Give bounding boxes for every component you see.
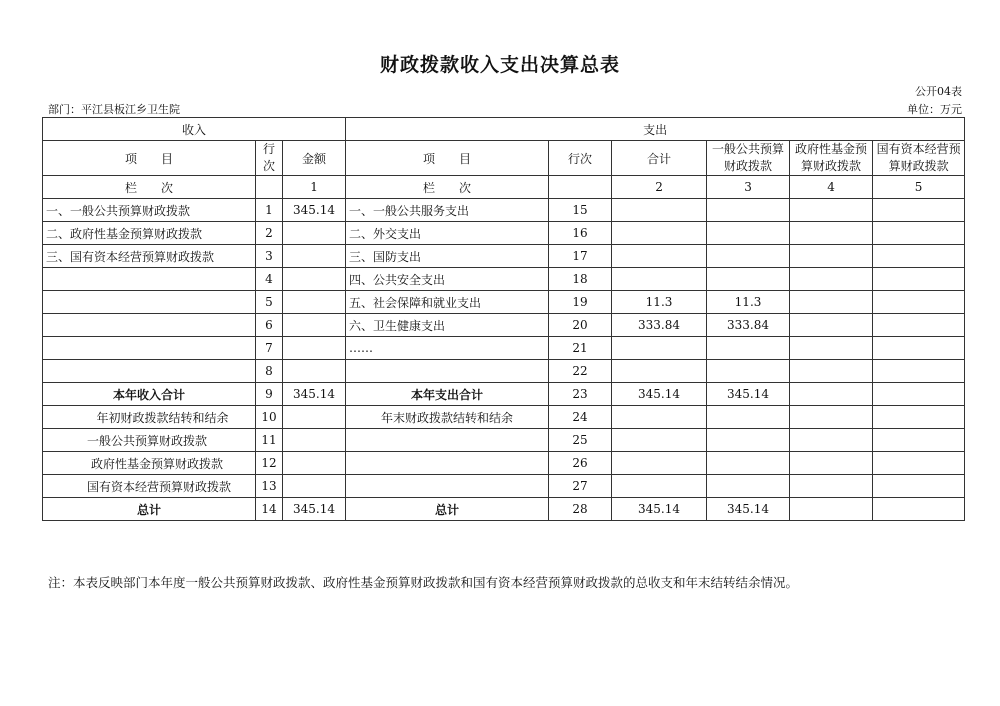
income-amount-cell bbox=[283, 360, 346, 383]
income-rowno-cell: 14 bbox=[256, 498, 283, 521]
income-amount-cell bbox=[283, 314, 346, 337]
expense-rowno-cell: 16 bbox=[549, 222, 612, 245]
state-capital-header: 国有资本经营预算财政拨款 bbox=[873, 141, 965, 176]
page-title: 财政拨款收入支出决算总表 bbox=[379, 54, 620, 76]
income-item-cell: 国有资本经营预算财政拨款 bbox=[43, 475, 256, 498]
budget-summary-table bbox=[42, 117, 965, 521]
table-row bbox=[43, 199, 965, 222]
general-budget-cell: 345.14 bbox=[707, 383, 790, 406]
income-rowno-cell: 3 bbox=[256, 245, 283, 268]
fund-budget-cell bbox=[790, 199, 873, 222]
general-budget-cell: 333.84 bbox=[707, 314, 790, 337]
expense-total-cell bbox=[612, 199, 707, 222]
col-index-label: 栏 次 bbox=[43, 176, 256, 199]
income-item-cell: 本年收入合计 bbox=[43, 383, 256, 406]
expense-total-cell bbox=[612, 452, 707, 475]
expense-item-cell bbox=[346, 429, 549, 452]
table-row bbox=[43, 245, 965, 268]
expense-rowno-cell: 28 bbox=[549, 498, 612, 521]
general-budget-cell: 345.14 bbox=[707, 498, 790, 521]
expense-total-cell bbox=[612, 360, 707, 383]
expense-item-cell: 总计 bbox=[346, 498, 549, 521]
fund-budget-header: 政府性基金预算财政拨款 bbox=[790, 141, 873, 176]
general-budget-cell bbox=[707, 337, 790, 360]
fund-budget-cell bbox=[790, 406, 873, 429]
expense-rowno-cell: 21 bbox=[549, 337, 612, 360]
income-amount-cell bbox=[283, 406, 346, 429]
expense-rowno-cell: 24 bbox=[549, 406, 612, 429]
fund-budget-cell bbox=[790, 429, 873, 452]
expense-rowno-cell: 23 bbox=[549, 383, 612, 406]
state-capital-cell bbox=[873, 268, 965, 291]
total-header: 合计 bbox=[612, 141, 707, 176]
col-index-5: 5 bbox=[873, 176, 965, 199]
fund-budget-cell bbox=[790, 475, 873, 498]
income-item-cell bbox=[43, 337, 256, 360]
income-item-cell: 一、一般公共预算财政拨款 bbox=[43, 199, 256, 222]
table-row bbox=[43, 406, 965, 429]
expense-item-cell: 六、卫生健康支出 bbox=[346, 314, 549, 337]
col-index-label: 栏 次 bbox=[346, 176, 549, 199]
expense-total-cell bbox=[612, 429, 707, 452]
income-amount-cell bbox=[283, 222, 346, 245]
col-index-2: 2 bbox=[612, 176, 707, 199]
general-budget-cell bbox=[707, 268, 790, 291]
form-number: 公开04表 bbox=[915, 85, 962, 98]
expense-rowno-header: 行次 bbox=[549, 141, 612, 176]
table-row bbox=[43, 498, 965, 521]
income-amount-cell bbox=[283, 337, 346, 360]
col-index-3: 3 bbox=[707, 176, 790, 199]
expense-total-cell bbox=[612, 268, 707, 291]
general-budget-cell bbox=[707, 452, 790, 475]
fund-budget-cell bbox=[790, 452, 873, 475]
income-section-header: 收入 bbox=[43, 118, 346, 141]
expense-item-cell: 年末财政拨款结转和结余 bbox=[346, 406, 549, 429]
state-capital-cell bbox=[873, 314, 965, 337]
expense-rowno-cell: 25 bbox=[549, 429, 612, 452]
income-rowno-cell: 12 bbox=[256, 452, 283, 475]
expense-item-cell: …… bbox=[346, 337, 549, 360]
income-item-cell bbox=[43, 268, 256, 291]
expense-total-cell: 345.14 bbox=[612, 498, 707, 521]
table-row bbox=[43, 360, 965, 383]
income-rowno-cell: 10 bbox=[256, 406, 283, 429]
state-capital-cell bbox=[873, 383, 965, 406]
income-rowno-cell: 9 bbox=[256, 383, 283, 406]
income-rowno-cell: 1 bbox=[256, 199, 283, 222]
col-index-empty bbox=[549, 176, 612, 199]
table-row bbox=[43, 222, 965, 245]
income-rowno-cell: 5 bbox=[256, 291, 283, 314]
income-item-cell: 总计 bbox=[43, 498, 256, 521]
state-capital-cell bbox=[873, 337, 965, 360]
amount-header: 金额 bbox=[283, 141, 346, 176]
income-item-cell bbox=[43, 314, 256, 337]
expense-item-header: 项 目 bbox=[346, 141, 549, 176]
general-budget-cell bbox=[707, 222, 790, 245]
income-rowno-cell: 7 bbox=[256, 337, 283, 360]
income-rowno-cell: 8 bbox=[256, 360, 283, 383]
general-budget-cell bbox=[707, 245, 790, 268]
expense-total-cell bbox=[612, 406, 707, 429]
expense-total-cell bbox=[612, 475, 707, 498]
table-row bbox=[43, 383, 965, 406]
expense-total-cell: 345.14 bbox=[612, 383, 707, 406]
fund-budget-cell bbox=[790, 314, 873, 337]
table-row bbox=[43, 429, 965, 452]
table-row bbox=[43, 291, 965, 314]
col-index-empty bbox=[256, 176, 283, 199]
fund-budget-cell bbox=[790, 291, 873, 314]
income-item-cell: 二、政府性基金预算财政拨款 bbox=[43, 222, 256, 245]
income-item-cell: 一般公共预算财政拨款 bbox=[43, 429, 256, 452]
expense-item-cell: 四、公共安全支出 bbox=[346, 268, 549, 291]
income-rowno-cell: 4 bbox=[256, 268, 283, 291]
state-capital-cell bbox=[873, 452, 965, 475]
income-item-cell: 政府性基金预算财政拨款 bbox=[43, 452, 256, 475]
fund-budget-cell bbox=[790, 222, 873, 245]
expense-total-cell bbox=[612, 222, 707, 245]
state-capital-cell bbox=[873, 222, 965, 245]
income-item-cell: 年初财政拨款结转和结余 bbox=[43, 406, 256, 429]
expense-rowno-cell: 20 bbox=[549, 314, 612, 337]
table-row bbox=[43, 314, 965, 337]
general-budget-cell: 11.3 bbox=[707, 291, 790, 314]
expense-item-cell bbox=[346, 360, 549, 383]
fund-budget-cell bbox=[790, 245, 873, 268]
expense-total-cell: 333.84 bbox=[612, 314, 707, 337]
income-item-cell bbox=[43, 360, 256, 383]
expense-total-cell bbox=[612, 337, 707, 360]
expense-item-cell: 二、外交支出 bbox=[346, 222, 549, 245]
expense-item-cell: 本年支出合计 bbox=[346, 383, 549, 406]
income-rowno-cell: 11 bbox=[256, 429, 283, 452]
expense-rowno-cell: 15 bbox=[549, 199, 612, 222]
income-amount-cell bbox=[283, 245, 346, 268]
expense-total-cell bbox=[612, 245, 707, 268]
expense-rowno-cell: 22 bbox=[549, 360, 612, 383]
state-capital-cell bbox=[873, 475, 965, 498]
income-item-header: 项 目 bbox=[43, 141, 256, 176]
fund-budget-cell bbox=[790, 383, 873, 406]
expense-rowno-cell: 19 bbox=[549, 291, 612, 314]
income-item-cell: 三、国有资本经营预算财政拨款 bbox=[43, 245, 256, 268]
expense-rowno-cell: 27 bbox=[549, 475, 612, 498]
col-index-4: 4 bbox=[790, 176, 873, 199]
expense-item-cell: 三、国防支出 bbox=[346, 245, 549, 268]
expense-rowno-cell: 17 bbox=[549, 245, 612, 268]
state-capital-cell bbox=[873, 498, 965, 521]
general-budget-cell bbox=[707, 360, 790, 383]
expense-item-cell bbox=[346, 475, 549, 498]
income-item-cell bbox=[43, 291, 256, 314]
income-amount-cell: 345.14 bbox=[283, 199, 346, 222]
expense-total-cell: 11.3 bbox=[612, 291, 707, 314]
header-row-sections bbox=[43, 118, 965, 141]
table-row bbox=[43, 475, 965, 498]
income-amount-cell bbox=[283, 291, 346, 314]
state-capital-cell bbox=[873, 199, 965, 222]
fund-budget-cell bbox=[790, 268, 873, 291]
unit-label: 单位：万元 bbox=[907, 103, 962, 116]
table-row bbox=[43, 337, 965, 360]
income-rowno-header: 行 次 bbox=[256, 141, 283, 176]
general-budget-header: 一般公共预算财政拨款 bbox=[707, 141, 790, 176]
general-budget-cell bbox=[707, 406, 790, 429]
general-budget-cell bbox=[707, 199, 790, 222]
state-capital-cell bbox=[873, 360, 965, 383]
income-rowno-cell: 13 bbox=[256, 475, 283, 498]
state-capital-cell bbox=[873, 406, 965, 429]
income-amount-cell bbox=[283, 268, 346, 291]
state-capital-cell bbox=[873, 245, 965, 268]
expense-rowno-cell: 26 bbox=[549, 452, 612, 475]
general-budget-cell bbox=[707, 475, 790, 498]
fund-budget-cell bbox=[790, 498, 873, 521]
header-row-column-index bbox=[43, 176, 965, 199]
expense-section-header: 支出 bbox=[346, 118, 965, 141]
income-amount-cell bbox=[283, 452, 346, 475]
footnote: 注：本表反映部门本年度一般公共预算财政拨款、政府性基金预算财政拨款和国有资本经营预算财政拨款的总收支和年末结转结余情况。 bbox=[48, 575, 799, 590]
income-amount-cell: 345.14 bbox=[283, 498, 346, 521]
expense-rowno-cell: 18 bbox=[549, 268, 612, 291]
col-index-1: 1 bbox=[283, 176, 346, 199]
fund-budget-cell bbox=[790, 360, 873, 383]
income-amount-cell bbox=[283, 475, 346, 498]
table-row bbox=[43, 268, 965, 291]
income-amount-cell: 345.14 bbox=[283, 383, 346, 406]
state-capital-cell bbox=[873, 429, 965, 452]
general-budget-cell bbox=[707, 429, 790, 452]
expense-item-cell bbox=[346, 452, 549, 475]
department-label: 部门：平江县板江乡卫生院 bbox=[48, 103, 180, 116]
income-amount-cell bbox=[283, 429, 346, 452]
expense-item-cell: 五、社会保障和就业支出 bbox=[346, 291, 549, 314]
fund-budget-cell bbox=[790, 337, 873, 360]
income-rowno-cell: 6 bbox=[256, 314, 283, 337]
expense-item-cell: 一、一般公共服务支出 bbox=[346, 199, 549, 222]
header-row-columns bbox=[43, 141, 965, 176]
state-capital-cell bbox=[873, 291, 965, 314]
income-rowno-cell: 2 bbox=[256, 222, 283, 245]
table-row bbox=[43, 452, 965, 475]
